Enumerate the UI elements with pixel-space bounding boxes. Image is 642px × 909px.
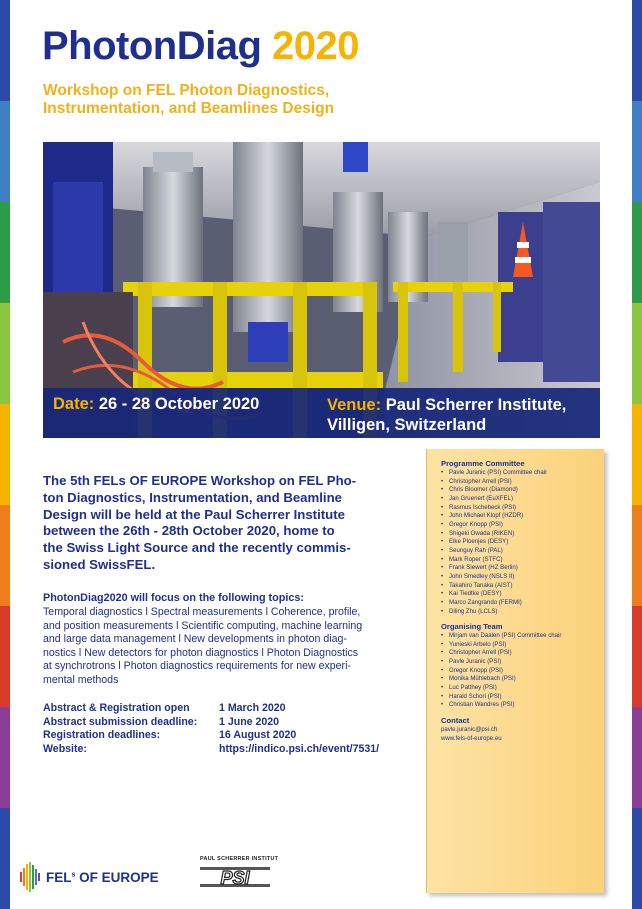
programme-committee-heading: Programme Committee bbox=[441, 459, 525, 468]
color-stripe bbox=[0, 505, 10, 606]
committee-member: • Takahiro Tanaka (AIST) bbox=[441, 582, 601, 591]
color-stripe bbox=[632, 303, 642, 404]
committee-member: • Mark Roper (STFC) bbox=[441, 556, 601, 565]
workshop-subtitle bbox=[43, 82, 423, 118]
title-main: PhotonDiag bbox=[42, 24, 262, 68]
key-date-row bbox=[43, 702, 413, 716]
intro-line: the Swiss Light Source and the recently commis- bbox=[43, 540, 351, 556]
fels-of-europe-logo bbox=[20, 862, 159, 892]
topics-line: and position measurements l Scientific computing, machine learning bbox=[43, 619, 363, 632]
color-stripe bbox=[632, 0, 642, 101]
contact-website-link[interactable]: www.fels-of-europe.eu bbox=[441, 734, 502, 742]
committee-member: • Kai Tiedtke (DESY) bbox=[441, 590, 601, 599]
fels-wordmark: FEL$^s$ OF EUROPE bbox=[46, 869, 159, 885]
intro-line: between the 26th - 28th October 2020, home to bbox=[43, 523, 335, 539]
title-year: 2020 bbox=[272, 24, 360, 68]
committee-member: • Harald Schori (PSI) bbox=[441, 693, 601, 702]
key-date-value: 1 June 2020 bbox=[219, 715, 280, 728]
topics-line: at synchrotrons l Photon diagnostics requirements for new experi- bbox=[43, 660, 351, 673]
contact-email-link[interactable]: pavle.juranic@psi.ch bbox=[441, 726, 498, 734]
intro-line: sioned SwissFEL. bbox=[43, 556, 156, 572]
date-venue-banner bbox=[43, 388, 600, 438]
topics-line: nostics l New detectors for photon diagnostics l Photon Diagnostics bbox=[43, 646, 359, 659]
committee-member: • Frank Siewert (HZ Berlin) bbox=[441, 564, 601, 573]
left-color-stripes bbox=[0, 0, 10, 909]
topics-line: Temporal diagnostics l Spectral measurements l Coherence, profile, bbox=[43, 606, 361, 618]
psi-logo bbox=[200, 856, 280, 894]
subtitle-line: Workshop on FEL Photon Diagnostics, bbox=[43, 82, 330, 99]
topics-list bbox=[43, 606, 403, 688]
committee-member: • Shigeki Owada (RIKEN) bbox=[441, 530, 601, 539]
fels-rainbow-icon bbox=[20, 862, 42, 892]
committee-member: • Elke Ploenjes (DESY) bbox=[441, 538, 601, 547]
committee-member: • Pavle Juranic (PSI) bbox=[441, 658, 601, 667]
venue-line: Paul Scherrer Institute, bbox=[385, 396, 567, 414]
psi-caption: PAUL SCHERRER INSTITUT bbox=[200, 856, 279, 862]
committee-member: • Marco Zangrando (FERMI) bbox=[441, 599, 601, 608]
key-date-row bbox=[43, 716, 413, 730]
committee-member: • Diling Zhu (LCLS) bbox=[441, 608, 601, 617]
intro-line: ton Diagnostics, Instrumentation, and Beamline bbox=[43, 489, 342, 505]
color-stripe bbox=[0, 0, 10, 101]
color-stripe bbox=[632, 404, 642, 505]
intro-line: Design will be held at the Paul Scherrer Institute bbox=[43, 506, 345, 522]
organising-team-list bbox=[441, 632, 601, 710]
date-label: Date: bbox=[53, 395, 95, 413]
key-dates-table bbox=[43, 702, 413, 756]
topics-line: mental methods bbox=[43, 673, 119, 686]
event-date bbox=[53, 395, 259, 414]
event-venue bbox=[327, 395, 566, 435]
key-date-value: 16 August 2020 bbox=[219, 729, 297, 742]
committee-member: • Gregor Knopp (PSI) bbox=[441, 667, 601, 676]
committee-member: • Pavle Juranic (PSI) Committee chair bbox=[441, 469, 601, 478]
topics-line: and large data management l New developments in photon diag- bbox=[43, 633, 347, 646]
color-stripe bbox=[632, 202, 642, 303]
committee-panel-content bbox=[441, 459, 601, 743]
intro-paragraph bbox=[43, 473, 395, 574]
date-value: 26 - 28 October 2020 bbox=[98, 395, 260, 413]
color-stripe bbox=[0, 707, 10, 808]
color-stripe bbox=[0, 101, 10, 202]
topics-heading: PhotonDiag2020 will focus on the following topics: bbox=[43, 592, 304, 604]
website-link[interactable]: https://indico.psi.ch/event/7531/ bbox=[219, 742, 380, 755]
committee-member: • Christopher Arrell (PSI) bbox=[441, 649, 601, 658]
organising-team-heading: Organising Team bbox=[441, 622, 503, 632]
color-stripe bbox=[0, 808, 10, 909]
committee-member: • Christopher Arrell (PSI) bbox=[441, 478, 601, 487]
key-date-label: Registration deadlines: bbox=[43, 729, 161, 742]
committee-member: • John Smedley (NSLS II) bbox=[441, 573, 601, 582]
contact-heading: Contact bbox=[441, 716, 470, 726]
committee-member: • John Michael Klopf (HZDR) bbox=[441, 512, 601, 521]
committee-member: • Mirjam van Daalen (PSI) Committee chair bbox=[441, 632, 601, 641]
committee-member: • Rasmus Ischebeck (PSI) bbox=[441, 504, 601, 513]
page-title bbox=[42, 24, 359, 69]
color-stripe bbox=[632, 101, 642, 202]
committee-member: • Monika Mühlebach (PSI) bbox=[441, 675, 601, 684]
color-stripe bbox=[632, 505, 642, 606]
committee-member: • Luc Patthey (PSI) bbox=[441, 684, 601, 693]
psi-mark-icon bbox=[200, 865, 270, 889]
color-stripe bbox=[0, 606, 10, 707]
intro-line: The 5th FELs OF EUROPE Workshop on FEL Pho- bbox=[43, 473, 357, 488]
color-stripe bbox=[632, 707, 642, 808]
committee-member: • Christian Wandres (PSI) bbox=[441, 701, 601, 710]
committee-member: • Yunieski Arbelo (PSI) bbox=[441, 641, 601, 650]
subtitle-line: Instrumentation, and Beamlines Design bbox=[43, 100, 335, 117]
key-date-row bbox=[43, 729, 413, 743]
venue-label: Venue: bbox=[327, 396, 382, 414]
color-stripe bbox=[0, 303, 10, 404]
committee-member: • Seunguy Rah (PAL) bbox=[441, 547, 601, 556]
key-date-row bbox=[43, 743, 413, 757]
color-stripe bbox=[0, 404, 10, 505]
key-date-label: Abstract submission deadline: bbox=[43, 715, 198, 728]
color-stripe bbox=[0, 202, 10, 303]
key-date-value: 1 March 2020 bbox=[219, 702, 286, 714]
committee-member: • Chris Bloomer (Diamond) bbox=[441, 486, 601, 495]
committee-panel bbox=[426, 449, 604, 893]
color-stripe bbox=[632, 808, 642, 909]
svg-text:PSI: PSI bbox=[220, 868, 250, 888]
venue-line: Villigen, Switzerland bbox=[327, 416, 487, 434]
key-date-label: Abstract & Registration open bbox=[43, 702, 190, 714]
color-stripe bbox=[632, 606, 642, 707]
programme-committee-list bbox=[441, 469, 601, 616]
right-color-stripes bbox=[632, 0, 642, 909]
website-label: Website: bbox=[43, 742, 87, 755]
committee-member: • Gregor Knopp (PSI) bbox=[441, 521, 601, 530]
committee-member: • Jan Gruenert (EuXFEL) bbox=[441, 495, 601, 504]
